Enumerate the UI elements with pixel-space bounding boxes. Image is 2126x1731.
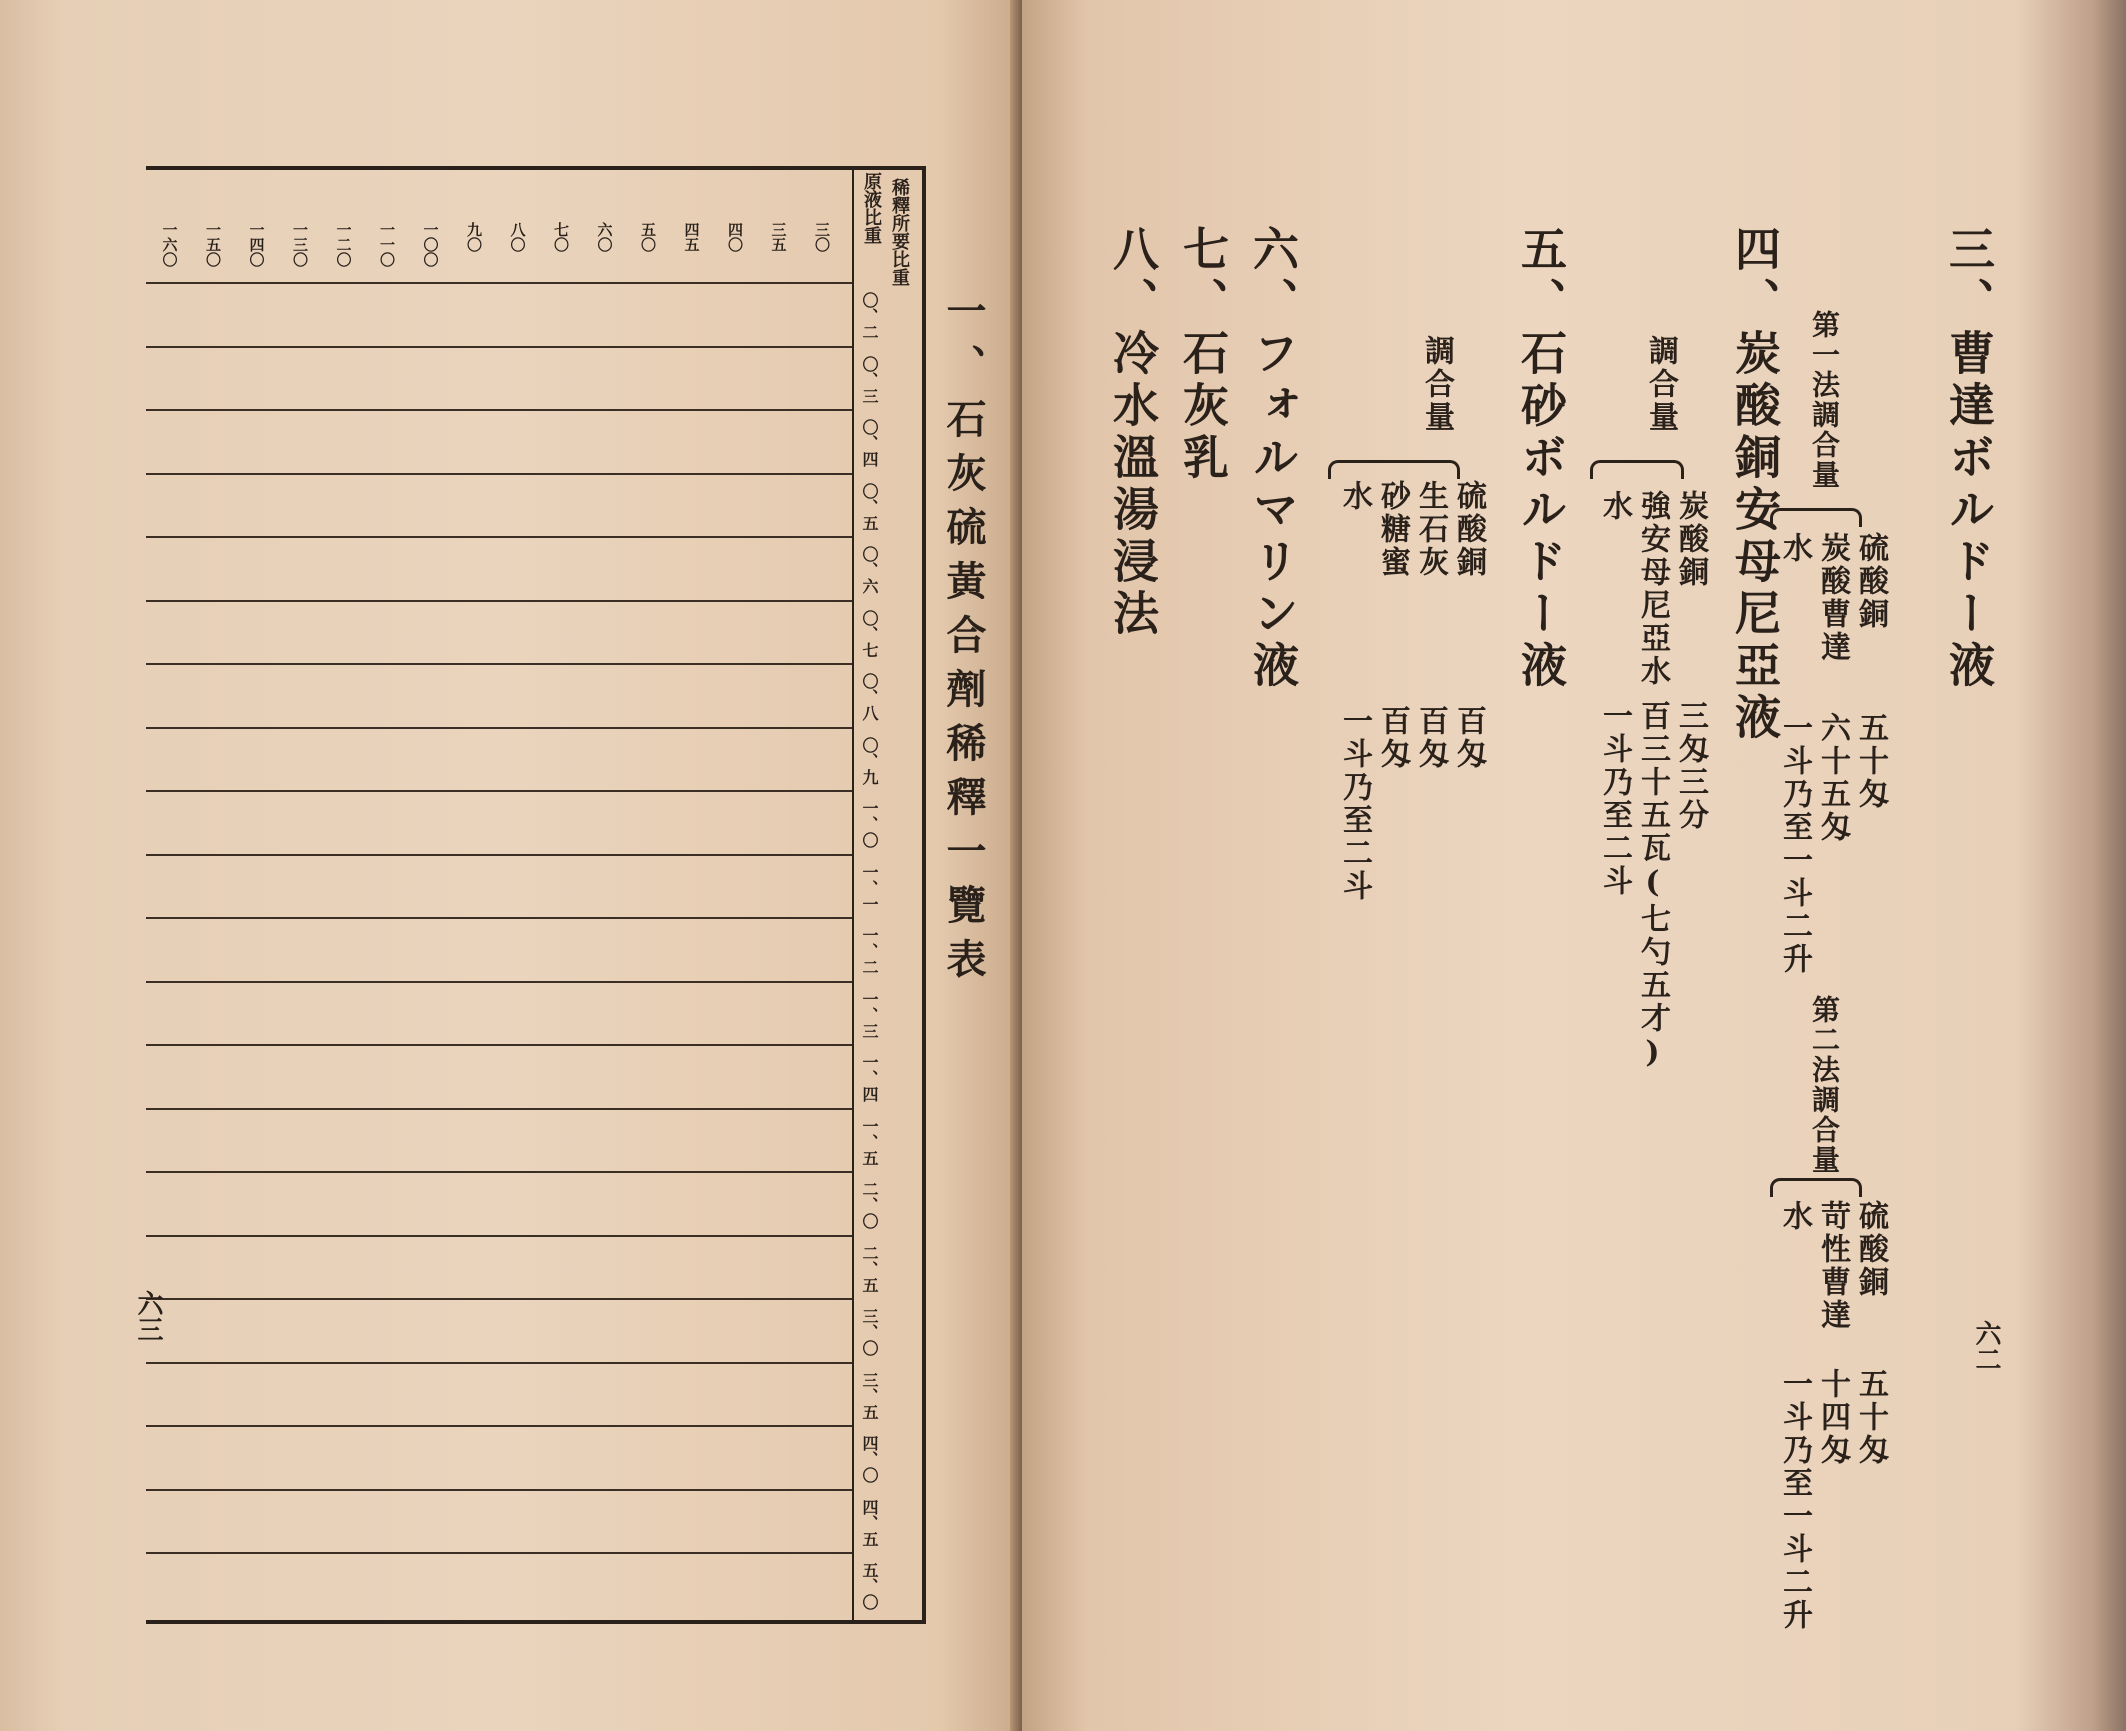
section-7-heading: 七、石灰乳 xyxy=(1176,225,1230,485)
row-header: 一四〇 xyxy=(247,222,266,267)
row-header: 四五 xyxy=(682,222,701,252)
table-row-rule xyxy=(146,409,852,411)
table-row-rule xyxy=(146,917,852,919)
table-row-rule xyxy=(146,346,852,348)
corner-header-bottom: 原液比重 xyxy=(861,172,882,244)
table-row-rule xyxy=(146,790,852,792)
s3-m1-item-2: 炭酸曹達 xyxy=(1815,532,1850,664)
table-title: 一、石灰硫黃合劑稀釋一覽表 xyxy=(940,290,987,992)
corner-header-top: 稀釋所要比重 xyxy=(889,178,910,286)
table-right-rule xyxy=(922,166,926,1624)
row-header: 六〇 xyxy=(595,222,614,252)
s4-item-3: 水 xyxy=(1597,490,1632,523)
column-header: 〇、六 xyxy=(860,546,879,594)
s5-item-1: 硫酸銅 xyxy=(1451,480,1486,579)
table-row-rule xyxy=(146,1489,852,1491)
s3-m2-item-3: 水 xyxy=(1777,1200,1812,1233)
s3-m2-item-2: 苛性曹達 xyxy=(1815,1200,1850,1332)
s5-amount-3: 百匁 xyxy=(1375,705,1410,771)
row-header: 一三〇 xyxy=(291,222,309,267)
row-header: 三五 xyxy=(769,222,788,252)
s3-m1-amount-3: 一斗乃至一斗二升 xyxy=(1777,712,1812,976)
table-row-rule xyxy=(146,1171,852,1173)
table-row-rule xyxy=(146,1552,852,1554)
s4-amount-2: 百三十五瓦(七勺五才) xyxy=(1635,700,1670,1073)
column-header: 一、〇 xyxy=(860,800,879,848)
section-3-heading: 三、曹達ボルドー液 xyxy=(1942,225,1996,693)
row-header: 一二〇 xyxy=(334,222,353,267)
s4-label: 調合量 xyxy=(1643,335,1678,434)
table-header-rule xyxy=(852,166,854,1624)
table-row-rule xyxy=(146,1425,852,1427)
s5-item-4: 水 xyxy=(1337,480,1372,513)
column-header: 一、三 xyxy=(860,990,879,1039)
s5-item-3: 砂糖蜜 xyxy=(1375,480,1410,579)
column-header: 一、一 xyxy=(860,863,879,912)
table-top-rule xyxy=(146,166,926,170)
s3-m1-amount-2: 六十五匁 xyxy=(1815,712,1850,844)
s3-m2-amount-1: 五十匁 xyxy=(1853,1368,1888,1467)
row-header: 五〇 xyxy=(639,222,657,252)
s3-m2-amount-2: 十四匁 xyxy=(1815,1368,1850,1467)
s4-item-2: 強安母尼亞水 xyxy=(1635,490,1670,688)
section-4-heading: 四、炭酸銅安母尼亞液 xyxy=(1728,225,1782,745)
right-page-number: 六二 xyxy=(1971,1320,2001,1372)
s4-amount-1: 三匁三分 xyxy=(1673,700,1708,832)
column-header: 四、五 xyxy=(860,1498,879,1547)
section-5-heading: 五、石砂ボルドー液 xyxy=(1514,225,1568,693)
s5-brace xyxy=(1328,460,1460,479)
row-header: 七〇 xyxy=(552,222,570,252)
table-row-rule xyxy=(146,1362,852,1364)
table-row-rule xyxy=(146,854,852,856)
s5-amount-4: 一斗乃至二斗 xyxy=(1337,705,1372,903)
right-page xyxy=(1022,0,2126,1731)
s5-amount-1: 百匁 xyxy=(1451,705,1486,771)
table-row-rule xyxy=(146,727,852,729)
column-header: 二、〇 xyxy=(860,1181,879,1229)
column-header: 二、五 xyxy=(860,1244,879,1293)
column-header: 三、〇 xyxy=(860,1308,879,1356)
row-header: 一〇〇 xyxy=(421,222,440,267)
s3-method2-brace xyxy=(1770,1178,1862,1197)
left-page xyxy=(0,0,1020,1731)
s5-label: 調合量 xyxy=(1419,335,1454,434)
s5-item-2: 生石灰 xyxy=(1413,480,1448,579)
column-header: 〇、五 xyxy=(860,482,879,531)
row-header: 四〇 xyxy=(726,222,744,252)
s3-m1-amount-1: 五十匁 xyxy=(1853,712,1888,811)
column-header: 〇、七 xyxy=(860,609,879,658)
row-header: 九〇 xyxy=(465,222,483,252)
left-page-number: 六三 xyxy=(133,1290,163,1342)
s3-m2-item-1: 硫酸銅 xyxy=(1853,1200,1888,1299)
column-header: 一、二 xyxy=(860,927,879,975)
column-header: 一、五 xyxy=(860,1117,879,1166)
row-header: 一六〇 xyxy=(160,222,179,267)
row-header: 三〇 xyxy=(813,222,831,252)
table-row-rule xyxy=(146,1298,852,1300)
column-header: 〇、四 xyxy=(860,419,879,467)
section-6-heading: 六、フォルマリン液 xyxy=(1246,225,1300,693)
column-header: 〇、九 xyxy=(860,736,879,785)
table-bottom-rule xyxy=(146,1620,926,1624)
s4-item-1: 炭酸銅 xyxy=(1673,490,1708,589)
s3-m1-item-3: 水 xyxy=(1777,532,1812,565)
table-row-rule xyxy=(146,981,852,983)
column-header: 〇、三 xyxy=(860,355,879,404)
table-row-rule xyxy=(146,282,852,284)
row-header: 八〇 xyxy=(508,222,527,252)
s3-method1-label: 第一法調合量 xyxy=(1808,310,1841,490)
s3-m2-amount-3: 一斗乃至一斗二升 xyxy=(1777,1368,1812,1632)
table-row-rule xyxy=(146,1235,852,1237)
section-8-heading: 八、冷水溫湯浸法 xyxy=(1106,225,1160,641)
column-header: 〇、八 xyxy=(860,673,879,721)
column-header: 四、〇 xyxy=(860,1435,879,1483)
row-header: 一五〇 xyxy=(204,222,222,267)
table-row-rule xyxy=(146,1044,852,1046)
row-header: 一一〇 xyxy=(378,222,396,267)
s3-m1-item-1: 硫酸銅 xyxy=(1853,532,1888,631)
s3-method2-label: 第二法調合量 xyxy=(1808,995,1841,1175)
s4-amount-3: 一斗乃至二斗 xyxy=(1597,700,1632,898)
table-row-rule xyxy=(146,600,852,602)
column-header: 〇、二 xyxy=(860,292,879,340)
column-header: 一、四 xyxy=(860,1054,879,1102)
column-header: 五、〇 xyxy=(860,1562,879,1610)
table-row-rule xyxy=(146,473,852,475)
s5-amount-2: 百匁 xyxy=(1413,705,1448,771)
table-row-rule xyxy=(146,663,852,665)
table-row-rule xyxy=(146,1108,852,1110)
column-header: 三、五 xyxy=(860,1371,879,1420)
s4-brace xyxy=(1590,460,1684,479)
table-row-rule xyxy=(146,536,852,538)
